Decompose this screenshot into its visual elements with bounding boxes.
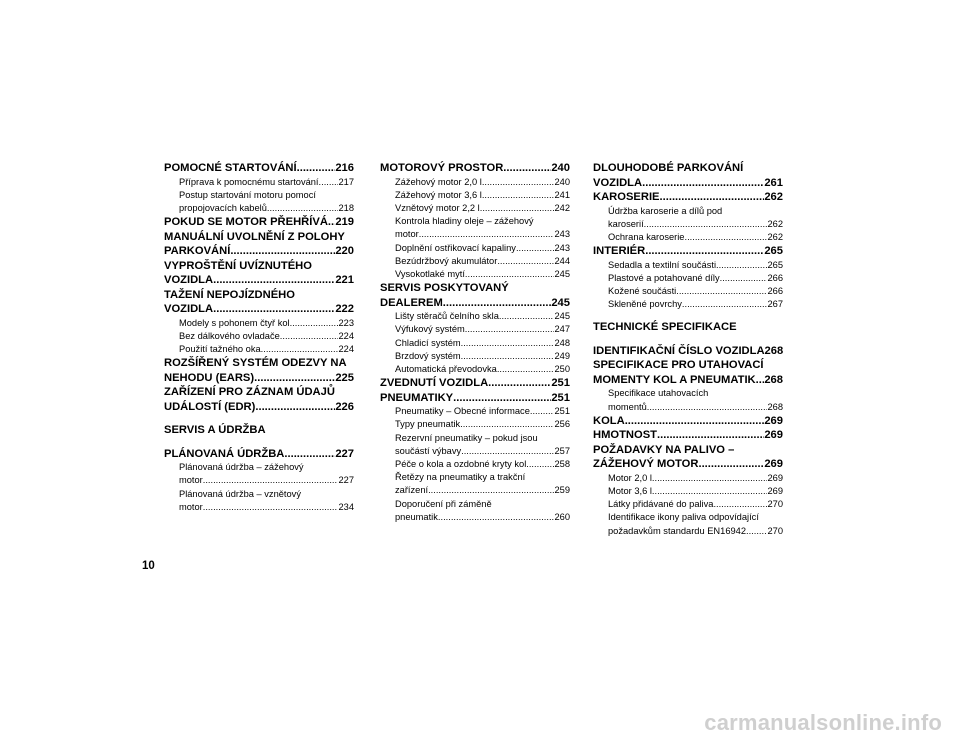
toc-entry-text: ZVEDNUTÍ VOZIDLA: [380, 377, 489, 390]
toc-subentry[interactable]: [593, 259, 783, 272]
toc-entry-text: požadavkům standardu EN16942: [608, 525, 746, 536]
toc-page-number: 227: [338, 475, 354, 486]
toc-subentry[interactable]: [380, 337, 570, 350]
toc-subentry[interactable]: [593, 298, 783, 311]
toc-page-number: 217: [338, 176, 354, 187]
toc-entry-text: Motor 3,6 l: [608, 486, 652, 497]
dot-leader: [497, 363, 555, 376]
toc-entry-text: POMOCNÉ STARTOVÁNÍ: [164, 162, 297, 174]
toc-page-number: 262: [767, 218, 783, 229]
toc-page-number: 256: [554, 419, 570, 430]
toc-subentry[interactable]: [164, 488, 354, 514]
toc-heading[interactable]: [164, 161, 354, 176]
toc-entry-text: ZÁŽEHOVÝ MOTOR: [593, 458, 699, 471]
toc-page-number: 268: [764, 344, 784, 357]
toc-subentry[interactable]: [380, 458, 570, 471]
toc-column-1: [164, 161, 354, 514]
toc-subentry[interactable]: [380, 323, 570, 336]
dot-leader: [644, 218, 768, 231]
toc-page-number: 240: [554, 176, 570, 187]
toc-page-number: 223: [338, 317, 354, 328]
toc-entry-text: Výfukový systém: [395, 324, 465, 335]
toc-entry-text: Motor 2,0 l: [608, 472, 652, 483]
dot-leader: [713, 498, 767, 511]
dot-leader: [657, 428, 764, 443]
toc-entry-text: VOZIDLA: [164, 274, 214, 287]
dot-leader: [530, 405, 555, 418]
dot-leader: [746, 525, 767, 538]
toc-subentry[interactable]: [380, 432, 570, 458]
toc-page-number: 248: [554, 337, 570, 348]
toc-entry-text: MANUÁLNÍ UVOLNĚNÍ Z POLOHY: [164, 230, 345, 243]
toc-page-number: 251: [554, 406, 570, 417]
dot-leader: [488, 376, 551, 391]
toc-page-number: 216: [335, 162, 354, 174]
toc-entry-text: Použití tažného oka: [179, 344, 261, 355]
dot-leader: [230, 244, 335, 259]
toc-entry-text: Pneumatiky – Obecné informace: [395, 406, 530, 417]
toc-entry-text: TAŽENÍ NEPOJÍZDNÉHO: [164, 288, 295, 301]
toc-heading[interactable]: [164, 385, 354, 414]
dot-leader: [503, 161, 551, 176]
toc-page-number: 245: [554, 268, 570, 279]
toc-entry-text: motor: [395, 229, 419, 240]
dot-leader: [720, 272, 768, 285]
toc-entry-text: Doplnění ostřikovací kapaliny: [395, 242, 516, 253]
toc-entry-text: MOTOROVÝ PROSTOR: [380, 162, 504, 174]
dot-leader: [625, 414, 765, 429]
dot-leader: [460, 418, 554, 431]
toc-entry-text: Plánovaná údržba – vznětový: [179, 488, 301, 499]
toc-page-number: 266: [767, 286, 783, 297]
dot-leader: [465, 268, 555, 281]
dot-leader: [660, 190, 765, 205]
toc-column-2: [380, 161, 570, 524]
toc-page-number: 226: [335, 400, 354, 413]
toc-subentry[interactable]: [593, 205, 783, 231]
dot-leader: [482, 176, 555, 189]
toc-subentry[interactable]: [593, 498, 783, 511]
toc-page-number: 220: [335, 245, 354, 258]
toc-subentry[interactable]: [380, 350, 570, 363]
dot-leader: [526, 458, 554, 471]
toc-subentry[interactable]: [380, 215, 570, 241]
toc-page-number: 243: [554, 229, 570, 240]
toc-subentry[interactable]: [380, 242, 570, 255]
toc-entry-text: propojovacích kabelů: [179, 202, 267, 213]
toc-subentry[interactable]: [164, 189, 354, 215]
dot-leader: [497, 255, 554, 268]
toc-page-number: 221: [335, 274, 354, 287]
toc-entry-text: VYPROŠTĚNÍ UVÍZNUTÉHO: [164, 259, 312, 272]
toc-subentry[interactable]: [380, 202, 570, 215]
toc-page-number: 260: [554, 511, 570, 522]
toc-entry-text: NEHODU (EARS): [164, 371, 255, 384]
toc-subentry[interactable]: [164, 330, 354, 343]
dot-leader: [297, 161, 336, 176]
toc-heading[interactable]: [380, 161, 570, 176]
toc-entry-text: Postup startování motoru pomocí: [179, 189, 316, 200]
toc-heading[interactable]: [593, 190, 783, 205]
dot-leader: [419, 228, 555, 241]
toc-entry-text: Údržba karoserie a dílů pod: [608, 205, 723, 216]
dot-leader: [645, 244, 764, 259]
toc-page-number: 269: [764, 458, 783, 471]
dot-leader: [698, 457, 764, 472]
toc-entry-text: zařízení: [395, 485, 429, 496]
toc-entry-text: momentů: [608, 401, 647, 412]
toc-page-number: 269: [764, 429, 783, 442]
dot-leader: [443, 296, 552, 311]
toc-page-number: 249: [554, 350, 570, 361]
toc-entry-text: Ochrana karoserie: [608, 231, 685, 242]
toc-page-number: 218: [338, 202, 354, 213]
toc-heading[interactable]: [593, 443, 783, 472]
toc-entry-text: Sedadla a textilní součásti: [608, 259, 717, 270]
toc-page-number: 250: [554, 363, 570, 374]
toc-entry-text: SPECIFIKACE PRO UTAHOVACÍ: [593, 359, 764, 372]
toc-entry-text: pneumatik: [395, 511, 438, 522]
toc-heading[interactable]: [164, 447, 354, 462]
toc-heading[interactable]: [593, 320, 783, 335]
toc-entry-text: HMOTNOST: [593, 429, 658, 442]
toc-subentry[interactable]: [380, 255, 570, 268]
toc-heading[interactable]: [593, 244, 783, 259]
watermark: carmanualsonline.info: [704, 710, 942, 735]
toc-heading[interactable]: [593, 414, 783, 429]
dot-leader: [684, 231, 767, 244]
toc-heading[interactable]: [380, 281, 570, 310]
toc-page-number: 265: [764, 245, 783, 258]
dot-leader: [428, 484, 554, 497]
toc-page-number: 258: [554, 458, 570, 469]
dot-leader: [319, 176, 339, 189]
toc-entry-text: IDENTIFIKAČNÍ ČÍSLO VOZIDLA: [593, 344, 765, 357]
toc-page-number: 269: [767, 472, 783, 483]
toc-entry-text: Rezervní pneumatiky – pokud jsou: [395, 432, 538, 443]
toc-entry-text: MOMENTY KOL A PNEUMATIK: [593, 373, 756, 386]
toc-subentry[interactable]: [164, 343, 354, 356]
dot-leader: [480, 202, 555, 215]
toc-entry-text: Kontrola hladiny oleje – zážehový: [395, 216, 534, 227]
toc-heading[interactable]: [164, 288, 354, 317]
toc-page-number: 265: [767, 259, 783, 270]
toc-page-number: 225: [335, 371, 354, 384]
toc-page-number: 269: [764, 414, 783, 427]
toc-entry-text: Kožené součásti: [608, 286, 677, 297]
toc-heading[interactable]: [164, 259, 354, 288]
toc-page-number: 227: [335, 447, 354, 460]
toc-subentry[interactable]: [164, 461, 354, 487]
toc-entry-text: ROZŠÍŘENÝ SYSTÉM ODEZVY NA: [164, 357, 347, 370]
toc-entry-text: ZAŘÍZENÍ PRO ZÁZNAM ÚDAJŮ: [164, 386, 335, 399]
toc-page-number: 270: [767, 499, 783, 510]
toc-entry-text: Vznětový motor 2,2 l: [395, 202, 480, 213]
toc-entry-text: INTERIÉR: [593, 245, 646, 258]
toc-page-number: 268: [767, 401, 783, 412]
toc-entry-text: PARKOVÁNÍ: [164, 245, 231, 258]
toc-entry-text: Specifikace utahovacích: [608, 388, 709, 399]
dot-leader: [461, 350, 555, 363]
toc-entry-text: Bez dálkového ovladače: [179, 330, 280, 341]
dot-leader: [756, 373, 765, 388]
toc-entry-text: Zážehový motor 2,0 l: [395, 176, 482, 187]
dot-leader: [213, 273, 335, 288]
toc-page-number: 262: [767, 231, 783, 242]
toc-page-number: 261: [764, 176, 783, 189]
toc-subentry[interactable]: [593, 285, 783, 298]
toc-entry-text: VOZIDLA: [164, 303, 214, 316]
toc-entry-text: motor: [179, 475, 203, 486]
dot-leader: [642, 176, 764, 191]
toc-entry-text: Modely s pohonem čtyř kol: [179, 317, 290, 328]
dot-leader: [682, 298, 768, 311]
toc-subentry[interactable]: [593, 511, 783, 537]
toc-entry-text: Skleněné povrchy: [608, 299, 682, 310]
toc-page-number: 242: [554, 202, 570, 213]
toc-page-number: 267: [767, 299, 783, 310]
toc-entry-text: Řetězy na pneumatiky a trakční: [395, 472, 526, 483]
toc-entry-text: Automatická převodovka: [395, 363, 497, 374]
toc-entry-text: PLÁNOVANÁ ÚDRŽBA: [164, 447, 285, 460]
toc-heading[interactable]: [164, 230, 354, 259]
toc-page-number: 251: [551, 391, 570, 404]
toc-page-number: 222: [335, 303, 354, 316]
toc-entry-text: VOZIDLA: [593, 176, 643, 189]
toc-subentry[interactable]: [380, 363, 570, 376]
dot-leader: [290, 317, 339, 330]
dot-leader: [261, 343, 339, 356]
toc-entry-text: Zážehový motor 3,6 l: [395, 189, 482, 200]
toc-entry-text: SERVIS A ÚDRŽBA: [164, 424, 266, 437]
dot-leader: [255, 400, 335, 415]
toc-entry-text: motor: [179, 501, 203, 512]
toc-subentry[interactable]: [380, 418, 570, 431]
dot-leader: [284, 447, 335, 462]
dot-leader: [465, 323, 555, 336]
toc-page-number: 224: [338, 330, 354, 341]
dot-leader: [676, 285, 767, 298]
toc-heading[interactable]: [380, 391, 570, 406]
dot-leader: [203, 474, 339, 487]
toc-subentry[interactable]: [380, 176, 570, 189]
dot-leader: [499, 310, 555, 323]
toc-entry-text: Příprava k pomocnému startování: [179, 176, 319, 187]
toc-entry-text: Typy pneumatik: [395, 419, 461, 430]
toc-heading[interactable]: [593, 358, 783, 387]
dot-leader: [328, 215, 335, 230]
dot-leader: [453, 391, 551, 406]
toc-page-number: 257: [554, 445, 570, 456]
toc-page-number: 245: [554, 311, 570, 322]
dot-leader: [267, 202, 339, 215]
toc-subentry[interactable]: [380, 471, 570, 497]
toc-page-number: 251: [551, 377, 570, 390]
toc-entry-text: POŽADAVKY NA PALIVO –: [593, 443, 735, 456]
toc-page-number: 241: [554, 189, 570, 200]
toc-page-number: 240: [551, 162, 570, 174]
dot-leader: [461, 337, 555, 350]
toc-subentry[interactable]: [380, 189, 570, 202]
dot-leader: [438, 511, 555, 524]
toc-entry-text: UDÁLOSTÍ (EDR): [164, 400, 256, 413]
toc-page-number: 243: [554, 242, 570, 253]
dot-leader: [482, 189, 555, 202]
toc-entry-text: Plánovaná údržba – zážehový: [179, 462, 304, 473]
toc-entry-text: Látky přidávané do paliva: [608, 499, 714, 510]
toc-page-number: 219: [335, 216, 354, 229]
toc-subentry[interactable]: [380, 498, 570, 524]
toc-page-number: 266: [767, 272, 783, 283]
toc-entry-text: Lišty stěračů čelního skla: [395, 311, 499, 322]
toc-entry-text: Brzdový systém: [395, 350, 461, 361]
toc-heading[interactable]: [164, 215, 354, 230]
toc-page-number: 269: [767, 486, 783, 497]
toc-entry-text: SERVIS POSKYTOVANÝ: [380, 282, 509, 295]
toc-entry-text: karoserií: [608, 218, 644, 229]
dot-leader: [516, 242, 555, 255]
toc-subentry[interactable]: [593, 485, 783, 498]
toc-entry-text: KAROSERIE: [593, 191, 660, 203]
toc-heading[interactable]: [380, 376, 570, 391]
toc-subentry[interactable]: [593, 472, 783, 485]
toc-entry-text: TECHNICKÉ SPECIFIKACE: [593, 321, 737, 334]
dot-leader: [647, 401, 768, 414]
toc-subentry[interactable]: [593, 387, 783, 413]
toc-entry-text: Chladicí systém: [395, 337, 461, 348]
toc-heading[interactable]: [593, 161, 783, 190]
page-number: 10: [142, 560, 155, 572]
dot-leader: [254, 371, 335, 386]
toc-page-number: 234: [338, 501, 354, 512]
toc-heading[interactable]: [164, 423, 354, 438]
toc-heading[interactable]: [593, 344, 783, 359]
toc-page-number: 259: [554, 485, 570, 496]
dot-leader: [461, 445, 554, 458]
toc-page-number: 268: [764, 373, 783, 386]
dot-leader: [203, 501, 339, 514]
toc-subentry[interactable]: [164, 176, 354, 189]
toc-subentry[interactable]: [164, 317, 354, 330]
toc-entry-text: Doporučení při záměně: [395, 498, 492, 509]
toc-page-number: 245: [551, 296, 570, 309]
dot-leader: [716, 259, 767, 272]
toc-entry-text: PNEUMATIKY: [380, 391, 454, 404]
dot-leader: [280, 330, 339, 343]
toc-page-number: 224: [338, 344, 354, 355]
toc-entry-text: součástí výbavy: [395, 445, 462, 456]
dot-leader: [652, 472, 768, 485]
toc-entry-text: Péče o kola a ozdobné kryty kol: [395, 458, 527, 469]
toc-entry-text: Identifikace ikony paliva odpovídající: [608, 512, 759, 523]
dot-leader: [213, 302, 335, 317]
toc-entry-text: DLOUHODOBÉ PARKOVÁNÍ: [593, 162, 744, 174]
toc-subentry[interactable]: [380, 405, 570, 418]
toc-subentry[interactable]: [380, 268, 570, 281]
toc-entry-text: Vysokotlaké mytí: [395, 268, 465, 279]
toc-heading[interactable]: [164, 356, 354, 385]
toc-subentry[interactable]: [593, 231, 783, 244]
toc-entry-text: DEALEREM: [380, 296, 443, 309]
toc-column-3: [593, 161, 783, 538]
toc-page-number: 262: [764, 191, 783, 203]
toc-entry-text: POKUD SE MOTOR PŘEHŘÍVÁ: [164, 216, 328, 229]
toc-page-number: 247: [554, 324, 570, 335]
toc-page-number: 244: [554, 255, 570, 266]
toc-entry-text: KOLA: [593, 414, 625, 427]
toc-entry-text: Plastové a potahované díly: [608, 272, 720, 283]
toc-subentry[interactable]: [380, 310, 570, 323]
dot-leader: [652, 485, 768, 498]
toc-entry-text: Bezúdržbový akumulátor: [395, 255, 498, 266]
toc-page-number: 270: [767, 525, 783, 536]
toc-subentry[interactable]: [593, 272, 783, 285]
toc-heading[interactable]: [593, 428, 783, 443]
